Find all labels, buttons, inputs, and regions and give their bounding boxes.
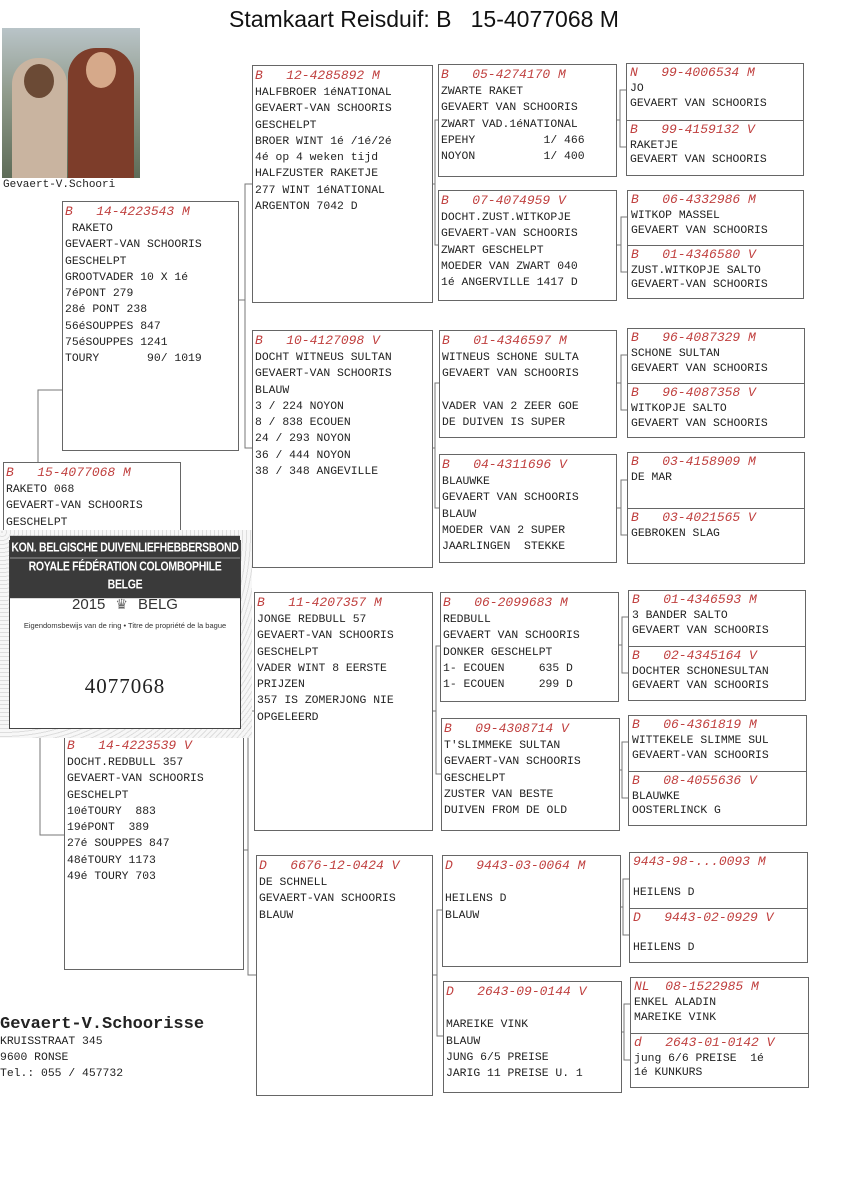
pedigree-line: GEVAERT-VAN SCHOORIS — [255, 103, 392, 116]
gen5-sire-card — [629, 591, 805, 646]
pedigree-line: RAKETO 068 — [6, 484, 75, 496]
pedigree-line: ZWART VAD.1éNATIONAL — [441, 118, 578, 131]
ring-number-header: B 06-4332986 M — [631, 192, 756, 207]
gen5-dam-card — [630, 908, 807, 963]
gen5-sire-card — [629, 716, 806, 771]
granddam-paternal-card — [252, 330, 433, 568]
pedigree-line: NOYON 1/ 400 — [441, 151, 585, 164]
pedigree-line: ENKEL ALADIN — [634, 997, 717, 1009]
pedigree-line: GEVAERT VAN SCHOORIS — [442, 368, 579, 381]
gen5-pair — [628, 590, 806, 701]
pedigree-line: VADER WINT 8 EERSTE — [257, 662, 387, 675]
granddam-maternal-card — [256, 855, 433, 1096]
pedigree-line: BROER WINT 1é /1é/2é — [255, 135, 392, 148]
pedigree-line: GEVAERT-VAN SCHOORIS — [259, 893, 396, 906]
pedigree-line: 36 / 444 NOYON — [255, 449, 351, 462]
pedigree-line: 56éSOUPPES 847 — [65, 320, 161, 333]
ring-number-header: B 03-4158909 M — [631, 454, 756, 469]
gen4-card — [440, 592, 619, 702]
pedigree-line: 10éTOURY 883 — [67, 805, 156, 818]
pedigree-line: BLAUWKE — [442, 476, 490, 488]
pedigree-line: JO — [630, 83, 644, 95]
pedigree-line — [445, 875, 618, 891]
pedigree-line: PRIJZEN — [257, 679, 305, 692]
ring-number-header: B 03-4021565 V — [631, 510, 756, 525]
gen5-sire-card — [631, 978, 808, 1033]
ring-number-header: D 6676-12-0424 V — [259, 858, 400, 873]
pedigree-line: GEVAERT-VAN SCHOORIS — [444, 756, 581, 769]
ring-number-header: B 96-4087329 M — [631, 330, 756, 345]
ring-number-header: NL 08-1522985 M — [634, 979, 759, 994]
ring-number-header: d 2643-01-0142 V — [634, 1034, 775, 1050]
ring-number-header: D 2643-09-0144 V — [446, 984, 587, 999]
ring-country: BELG — [137, 596, 178, 613]
pedigree-line: GEVAERT-VAN SCHOORIS — [67, 773, 204, 786]
ring-year-country — [10, 596, 240, 613]
pedigree-line: JARIG 11 PREISE U. 1 — [446, 1068, 583, 1081]
ring-number-header: B 04-4311696 V — [442, 457, 567, 472]
gen5-sire-card — [630, 853, 807, 908]
pedigree-line: 1é ANGERVILLE 1417 D — [441, 277, 578, 290]
pedigree-line: MOEDER VAN 2 SUPER — [442, 524, 566, 537]
ring-number-header: B 96-4087358 V — [631, 385, 756, 400]
ring-number-header: B 01-4346597 M — [442, 333, 567, 348]
gen5-pair — [627, 190, 804, 299]
pedigree-line: GESCHELPT — [444, 772, 506, 785]
pedigree-line: DONKER GESCHELPT — [443, 646, 553, 659]
ring-number-header: B 99-4159132 V — [630, 121, 755, 137]
pedigree-line — [633, 871, 804, 886]
pedigree-line: RAKETJE — [630, 139, 678, 152]
gen5-pair — [627, 452, 805, 564]
gen5-pair — [630, 977, 809, 1088]
pedigree-line: 75éSOUPPES 1241 — [65, 337, 168, 350]
pedigree-line: GEVAERT-VAN SCHOORIS — [255, 368, 392, 381]
pedigree-line: JONGE REDBULL 57 — [257, 614, 367, 626]
pedigree-line — [633, 927, 804, 942]
pedigree-line: 1- ECOUEN 299 D — [443, 679, 573, 692]
pedigree-line: 28é PONT 238 — [65, 304, 148, 317]
ring-number-header: B 11-4207357 M — [257, 595, 382, 610]
pedigree-line: GEVAERT VAN SCHOORIS — [631, 417, 768, 430]
ring-number-header: B 12-4285892 M — [255, 68, 380, 83]
pedigree-line: GROOTVADER 10 X 1é — [65, 271, 189, 284]
gen4-card — [438, 190, 617, 301]
gen5-sire-card — [628, 191, 803, 245]
ring-number: 4077068 — [84, 674, 166, 698]
pedigree-line: GEVAERT-VAN SCHOORIS — [257, 630, 394, 643]
gen5-dam-card — [629, 646, 805, 701]
pedigree-line: 3 BANDER SALTO — [632, 610, 728, 622]
pedigree-line: WITKOPJE SALTO — [631, 403, 727, 415]
gen4-card — [439, 330, 617, 438]
pedigree-line: HEILENS D — [633, 942, 695, 954]
ring-number-header: B 01-4346593 M — [632, 592, 757, 607]
pedigree-line: 19éPONT 389 — [67, 822, 150, 835]
pedigree-line: GEVAERT-VAN SCHOORIS — [6, 500, 143, 513]
pedigree-line: GEVAERT VAN SCHOORIS — [632, 624, 769, 637]
pedigree-line: 49é TOURY 703 — [67, 871, 156, 884]
pedigree-line: MAREIKE VINK — [446, 1019, 529, 1032]
pedigree-line: MAREIKE VINK — [634, 1011, 717, 1024]
owner-address — [0, 1015, 204, 1082]
pedigree-line: DUIVEN FROM DE OLD — [444, 805, 568, 818]
pedigree-line: WITTEKELE SLIMME SUL — [632, 735, 769, 747]
pedigree-line: GESCHELPT — [6, 516, 68, 529]
ring-number-header: B 15-4077068 M — [6, 465, 131, 480]
owner-name: Gevaert-V.Schoorisse — [0, 1015, 205, 1034]
pedigree-line: BLAUW — [255, 384, 290, 397]
photo-caption: Gevaert-V.Schoori — [3, 179, 116, 191]
owner-street: KRUISSTRAAT 345 — [0, 1036, 103, 1048]
dam-card — [64, 725, 244, 970]
ring-number-header: B 06-4361819 M — [632, 717, 757, 732]
pedigree-line: HALFZUSTER RAKETJE — [255, 168, 379, 181]
pedigree-line: RAKETO — [65, 223, 113, 235]
pedigree-line: GESCHELPT — [255, 119, 317, 132]
pedigree-line — [446, 1001, 619, 1017]
pedigree-line: GEVAERT-VAN SCHOORIS — [65, 239, 202, 252]
pedigree-line: GESCHELPT — [65, 255, 127, 268]
gen5-dam-card — [629, 771, 806, 826]
pedigree-line: GEVAERT VAN SCHOORIS — [631, 362, 768, 375]
ring-number-header: B 05-4274170 M — [441, 67, 566, 82]
page-title: Stamkaart Reisduif: B 15-4077068 M — [229, 6, 619, 32]
pedigree-line — [442, 383, 614, 399]
pedigree-line: DE DUIVEN IS SUPER — [442, 417, 566, 430]
pedigree-line: GEBROKEN SLAG — [631, 528, 720, 540]
gen5-dam-card — [628, 245, 803, 299]
pedigree-line: GESCHELPT — [257, 646, 319, 659]
pedigree-line: VADER VAN 2 ZEER GOE — [442, 400, 579, 413]
ring-number-header: B 14-4223543 M — [65, 204, 190, 219]
gen4-card — [441, 718, 620, 831]
pedigree-line: WITKOP MASSEL — [631, 210, 720, 222]
pedigree-line: GEVAERT VAN SCHOORIS — [443, 630, 580, 643]
gen4-card — [439, 454, 617, 563]
federation-name-fr: ROYALE FÉDÉRATION COLOMBOPHILE BELGE — [28, 559, 222, 593]
ring-ownership-card — [0, 530, 252, 738]
gen5-pair — [629, 852, 808, 963]
pedigree-line: JUNG 6/5 PREISE — [446, 1051, 549, 1064]
gen5-sire-card — [627, 64, 803, 120]
pedigree-line: BLAUW — [442, 508, 477, 521]
pedigree-line: BLAUW — [446, 1035, 481, 1048]
pedigree-line: DOCHT.REDBULL 357 — [67, 757, 184, 769]
pedigree-line: DOCHTER SCHONESULTAN — [632, 665, 769, 678]
pedigree-line: ZUST.WITKOPJE SALTO — [631, 264, 761, 277]
gen4-card — [443, 981, 622, 1093]
ownership-label: Eigendomsbewijs van de ring • Titre de propriété de la bague — [23, 621, 227, 630]
pedigree-line: 4é op 4 weken tijd — [255, 152, 379, 165]
pedigree-line: MOEDER VAN ZWART 040 — [441, 260, 578, 273]
ring-number-header: B 14-4223539 V — [67, 738, 192, 753]
pedigree-line: GEVAERT VAN SCHOORIS — [441, 102, 578, 115]
ring-number-header: D 9443-02-0929 V — [633, 909, 774, 925]
ring-year: 2015 — [72, 596, 106, 613]
gen5-pair — [628, 715, 807, 826]
gen5-pair — [627, 328, 805, 438]
pedigree-line: GEVAERT VAN SCHOORIS — [631, 224, 768, 237]
pedigree-line: HEILENS D — [633, 886, 695, 899]
pedigree-line: ZWARTE RAKET — [441, 86, 524, 98]
grandsire-maternal-card — [254, 592, 433, 831]
grandsire-paternal-card — [252, 65, 433, 303]
ring-number-header: B 09-4308714 V — [444, 721, 569, 736]
pedigree-line: BLAUWKE — [632, 790, 680, 803]
pedigree-line: DE MAR — [631, 472, 673, 484]
owner-phone: Tel.: 055 / 457732 — [0, 1068, 124, 1080]
pedigree-line: ZWART GESCHELPT — [441, 244, 544, 257]
ring-number-header: B 08-4055636 V — [632, 772, 757, 788]
gen5-pair — [626, 63, 804, 176]
pedigree-line: GEVAERT VAN SCHOORIS — [630, 97, 767, 110]
pedigree-line: GEVAERT VAN SCHOORIS — [632, 680, 769, 692]
pedigree-line: BLAUW — [259, 909, 294, 922]
pedigree-line: 3 / 224 NOYON — [255, 400, 344, 413]
pedigree-line: DOCHT WITNEUS SULTAN — [255, 352, 392, 364]
pedigree-line: DE SCHNELL — [259, 877, 328, 889]
pedigree-line: BLAUW — [445, 909, 480, 922]
pedigree-line: GESCHELPT — [67, 789, 129, 802]
pedigree-line: GEVAERT VAN SCHOORIS — [442, 492, 579, 505]
pedigree-line: ZUSTER VAN BESTE — [444, 788, 554, 801]
gen4-card — [442, 855, 621, 967]
ring-number-header: B 10-4127098 V — [255, 333, 380, 348]
pedigree-line: GEVAERT-VAN SCHOORIS — [631, 279, 768, 291]
ring-number-header: B 07-4074959 V — [441, 193, 566, 208]
pedigree-line: 48éTOURY 1173 — [67, 854, 156, 867]
pedigree-line: 27é SOUPPES 847 — [67, 838, 170, 851]
crown-icon: ♛ — [115, 596, 128, 612]
pedigree-line: ARGENTON 7042 D — [255, 201, 358, 214]
ring-number-header: 9443-98-...0093 M — [633, 854, 766, 869]
pedigree-line: 8 / 838 ECOUEN — [255, 417, 351, 430]
ring-number-header: B 06-2099683 M — [443, 595, 568, 610]
federation-name-nl: KON. BELGISCHE DUIVENLIEFHEBBERSBOND — [10, 539, 240, 558]
pedigree-line: 24 / 293 NOYON — [255, 433, 351, 446]
pedigree-line: HALFBROER 1éNATIONAL — [255, 87, 392, 99]
gen5-dam-card — [631, 1033, 808, 1088]
pedigree-line: 357 IS ZOMERJONG NIE — [257, 695, 394, 708]
pedigree-line: TOURY 90/ 1019 — [65, 353, 202, 366]
pedigree-line: OOSTERLINCK G — [632, 805, 721, 817]
pedigree-line: WITNEUS SCHONE SULTA — [442, 352, 579, 364]
owner-city: 9600 RONSE — [0, 1052, 69, 1064]
gen5-dam-card — [628, 508, 804, 563]
pedigree-line: GEVAERT-VAN SCHOORIS — [632, 749, 769, 762]
ring-number-header: N 99-4006534 M — [630, 65, 755, 80]
gen4-card — [438, 64, 617, 177]
ring-number-header: B 02-4345164 V — [632, 647, 757, 663]
pedigree-line: 1é KUNKURS — [634, 1067, 703, 1079]
pedigree-line: EPEHY 1/ 466 — [441, 134, 585, 147]
federation-banner — [10, 536, 240, 598]
pedigree-line: 277 WINT 1éNATIONAL — [255, 184, 385, 197]
gen5-dam-card — [628, 383, 804, 437]
pedigree-line: DOCHT.ZUST.WITKOPJE — [441, 212, 571, 224]
pedigree-line: OPGELEERD — [257, 711, 319, 724]
pedigree-line: 1- ECOUEN 635 D — [443, 662, 573, 675]
gen5-sire-card — [628, 453, 804, 508]
sire-card — [62, 201, 239, 451]
ring-number-header: B 01-4346580 V — [631, 246, 756, 262]
pedigree-line: JAARLINGEN STEKKE — [442, 541, 566, 554]
gen5-dam-card — [627, 120, 803, 176]
pedigree-line: SCHONE SULTAN — [631, 348, 720, 360]
pedigree-line: 38 / 348 ANGEVILLE — [255, 466, 379, 479]
pedigree-line: T'SLIMMEKE SULTAN — [444, 740, 561, 752]
pedigree-line: 7éPONT 279 — [65, 288, 134, 301]
pedigree-line: GEVAERT-VAN SCHOORIS — [441, 228, 578, 241]
pedigree-line: REDBULL — [443, 614, 491, 626]
gen5-sire-card — [628, 329, 804, 383]
pedigree-line: jung 6/6 PREISE 1é — [634, 1052, 764, 1065]
pedigree-line: GEVAERT VAN SCHOORIS — [630, 154, 767, 166]
ring-number-header: D 9443-03-0064 M — [445, 858, 586, 873]
pedigree-line: HEILENS D — [445, 893, 507, 906]
